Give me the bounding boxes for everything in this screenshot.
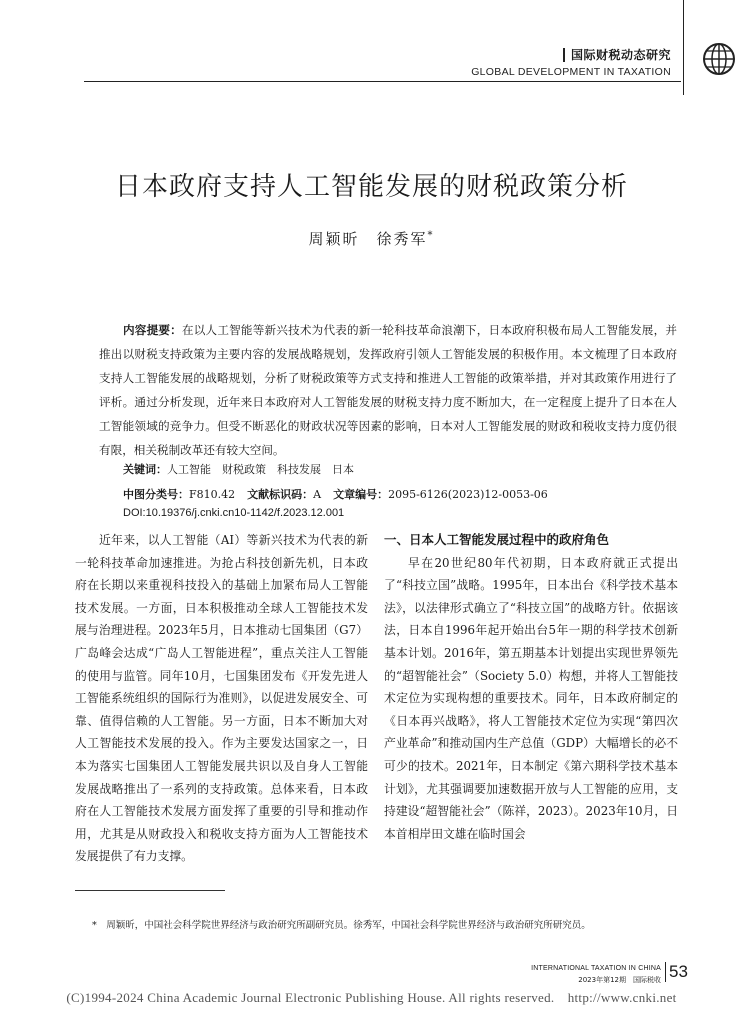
abstract [99, 318, 677, 462]
intro-paragraph: 近年来，以人工智能（AI）等新兴技术为代表的新一轮科技革命加速推进。为抢占科技创新先机，日本政府在长期以来重视科技投入的基础上加紧布局人工智能技术发展。一方面，日本积极推动全球人工智能技术发展与治理进程。2023年5月，日本推动七国集团（G7）广岛峰会达成“广岛人工智能进程”，重点关注人工智能的使用与监管。同年10月，七国集团发布《开发先进人工智能系统组织的国际行为准则》，以促进发展安全、可靠、值得信赖的人工智能。另一方面，日本不断加大对人工智能技术发展的投入。作为主要发达国家之一，日本为落实七国集团人工智能发展共识以及自身人工智能发展战略推出了一系列的支持政策。总体来看，日本政府在人工智能技术发展方面发挥了重要的引导和推动作用，尤其是从财政投入和税收支持方面为人工智能技术发展提供了有力支撑。 [75, 533, 368, 864]
author-footnote: * 周颖昕，中国社会科学院世界经济与政治研究所副研究员。徐秀军，中国社会科学院世界经济与政治研究所研究员。 [92, 920, 591, 931]
journal-section-title-en: GLOBAL DEVELOPMENT IN TAXATION [471, 66, 671, 78]
keywords-label: 关键词： [123, 463, 167, 476]
clc-value: F810.42 [189, 488, 236, 501]
copyright-watermark: (C)1994-2024 China Academic Journal Electronic Publishing House. All rights reserved. http://www.cnki.net [66, 990, 677, 1005]
keywords-value: 人工智能 财税政策 科技发展 日本 [167, 463, 354, 476]
keywords-line [123, 461, 683, 479]
author-names: 周颖昕 徐秀军 [308, 230, 428, 248]
footnote-rule [75, 890, 225, 891]
body-column-left [75, 529, 368, 868]
article-no-value: 2095-6126(2023)12-0053-06 [388, 488, 548, 501]
journal-section-title: 国际财税动态研究 [563, 48, 671, 62]
globe-icon [701, 36, 737, 82]
classification-line [123, 486, 683, 504]
author-footnote-mark: * [427, 230, 435, 241]
header-vertical-rule [683, 0, 684, 95]
section-paragraph: 早在20世纪80年代初期，日本政府就正式提出了“科技立国”战略。1995年，日本出台《科学技术基本法》，以法律形式确立了“科技立国”的战略方针。依据该法，日本自1996年起开始出台5年一期的科学技术创新基本计划。2016年，第五期基本计划提出实现世界领先的“超智能社会”（Society 5.0）构想，并将人工智能技术定位为实现构想的重要技术。同年，日本政府制定的《日本再兴战略》，将人工智能技术定位为实现“第四次产业革命”和推动国内生产总值（GDP）大幅增长的必不可少的技术。2021年，日本制定《第六期科学技术基本计划》，尤其强调要加速数据开放与人工智能的应用，支持建设“超智能社会”（陈祥，2023）。2023年10月，日本首相岸田文雄在临时国会 [384, 555, 678, 841]
doc-code-value: A [313, 488, 322, 501]
header-rule [84, 81, 681, 82]
body-column-right [384, 529, 678, 845]
abstract-label: 内容提要： [123, 323, 182, 337]
footer-issue: 2023年第12期 国际税收 [578, 976, 661, 984]
footer-journal-en: INTERNATIONAL TAXATION IN CHINA [531, 965, 661, 972]
doc-code-label: 文献标识码： [247, 488, 314, 501]
clc-label: 中图分类号： [123, 488, 189, 501]
abstract-text: 在以人工智能等新兴技术为代表的新一轮科技革命浪潮下，日本政府积极布局人工智能发展，并推出以财税支持政策为主要内容的发展战略规划，发挥政府引领人工智能发展的积极作用。本文梳理了日本政府支持人工智能发展的战略规划，分析了财税政策等方式支持和推进人工智能的政策举措，并对其政策作用进行了评析。通过分析发现，近年来日本政府对人工智能发展的财税支持力度不断加大，在一定程度上提升了日本在人工智能领域的竞争力。但受不断恶化的财政状况等因素的影响，日本对人工智能发展的财政和税收支持力度仍很有限，相关税制改革还有较大空间。 [99, 323, 677, 457]
section-heading: 一、日本人工智能发展过程中的政府角色 [384, 532, 610, 547]
article-authors [0, 228, 743, 249]
page-number: 53 [665, 962, 688, 982]
doi[interactable]: DOI:10.19376/j.cnki.cn10-1142/f.2023.12.001 [123, 507, 345, 519]
article-title: 日本政府支持人工智能发展的财税政策分析 [114, 172, 628, 202]
article-no-label: 文章编号： [333, 488, 389, 501]
